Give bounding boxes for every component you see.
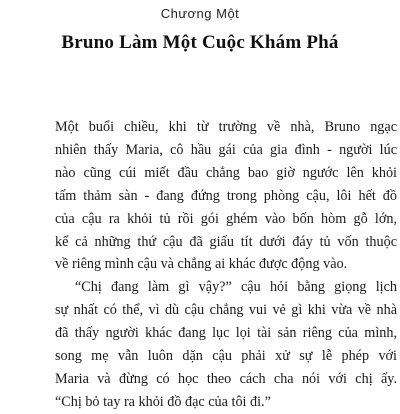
text-line: nhiên thấy Maria, cô hầu gái của gia đình - người lúc bbox=[55, 141, 397, 158]
text-line: “Chị bỏ tay ra khỏi đồ đạc của tôi đi.” bbox=[55, 393, 271, 410]
text-line: song mẹ vẫn luôn dặn cậu phải xử sự lễ phép với bbox=[55, 348, 397, 365]
text-line: nào cũng cúi miết đầu chẳng bao giờ ngước lên khỏi bbox=[55, 164, 397, 181]
text-line: kể cả những thứ cậu đã giấu tít dưới đáy tủ vốn thuộc bbox=[55, 233, 397, 250]
chapter-label: Chương Một bbox=[160, 6, 240, 21]
paragraph bbox=[55, 116, 397, 276]
text-line: “Chị đang làm gì vậy?” cậu hỏi bằng giọng lịch bbox=[75, 279, 397, 296]
text-line: của cậu ra khỏi tủ rồi gói ghém vào bốn hòm gỗ lớn, bbox=[55, 210, 397, 227]
body-text bbox=[55, 116, 397, 414]
text-line: Một buổi chiều, khi từ trường về nhà, Bruno ngạc bbox=[55, 119, 397, 135]
chapter-title: Bruno Làm Một Cuộc Khám Phá bbox=[61, 32, 339, 53]
text-line: đã thấy người khác đang lục lọi tài sản riêng của mình, bbox=[55, 325, 397, 342]
text-line: sự nhất có thể, vì dù cậu chẳng vui vẻ gì khi vừa về nhà bbox=[55, 302, 397, 319]
text-line: tấm thảm sàn - đang đứng trong phòng cậu, lôi hết đồ bbox=[55, 187, 397, 204]
text-line: Maria và đừng có học theo cách cha nói với chị ấy. bbox=[55, 370, 397, 387]
paragraph bbox=[55, 276, 397, 413]
text-line: về riêng mình cậu và chẳng ai khác được động vào. bbox=[55, 256, 348, 273]
